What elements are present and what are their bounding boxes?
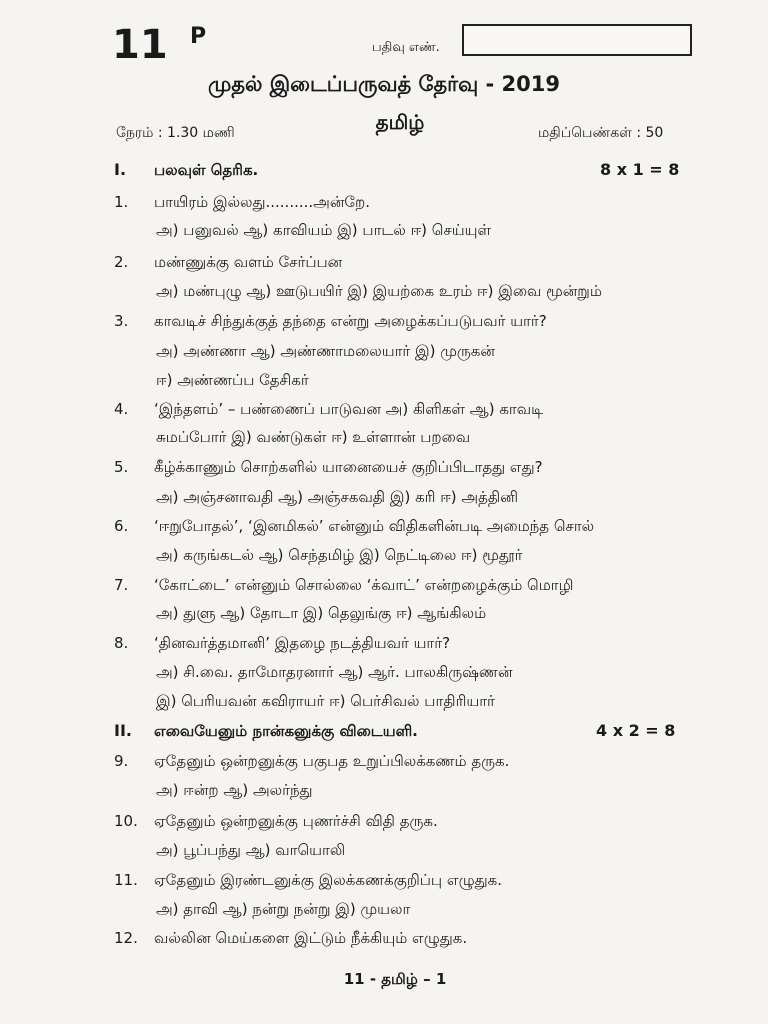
- question-text: ‘ஈறுபோதல்’, ‘இனமிகல்’ என்னும் விதிகளின்படி அமைந்த சொல்: [154, 517, 595, 535]
- class-number: 11: [112, 22, 168, 68]
- question-options: அ) தாவி ஆ) நன்று நன்று இ) முயலா: [156, 900, 411, 918]
- exam-title: முதல் இடைப்பருவத் தேர்வு - 2019: [208, 72, 560, 96]
- question-text: காவடிச் சிந்துக்குத் தந்தை என்று அழைக்கப்படுபவர் யார்?: [154, 312, 547, 330]
- question-number: 10.: [114, 812, 138, 830]
- question-number: 12.: [114, 929, 138, 947]
- question-options: அ) கருங்கடல் ஆ) செந்தமிழ் இ) நெட்டிலை ஈ) மூதூர்: [156, 546, 523, 564]
- section-2-number: II.: [114, 721, 132, 740]
- question-options: அ) பனுவல் ஆ) காவியம் இ) பாடல் ஈ) செய்யுள்: [156, 221, 492, 239]
- question-options: இ) பெரியவன் கவிராயர் ஈ) பெர்சிவல் பாதிரியார்: [156, 692, 495, 710]
- question-text: ஏதேனும் ஒன்றனுக்கு பகுபத உறுப்பிலக்கணம் தருக.: [154, 752, 510, 770]
- question-text: கீழ்க்காணும் சொற்களில் யானையைச் குறிப்பிடாதது எது?: [154, 458, 543, 476]
- question-text: ‘இந்தளம்’ – பண்ணைப் பாடுவன அ) கிளிகள் ஆ) காவடி: [154, 400, 544, 418]
- question-options: சுமப்போர் இ) வண்டுகள் ஈ) உள்ளான் பறவை: [156, 428, 471, 446]
- question-text: ஏதேனும் இரண்டனுக்கு இலக்கணக்குறிப்பு எழுதுக.: [154, 871, 502, 889]
- register-number-box[interactable]: [462, 24, 692, 56]
- subject-title: தமிழ்: [375, 110, 425, 134]
- question-options: அ) ஈன்ற ஆ) அலர்ந்து: [156, 781, 313, 799]
- question-text: பாயிரம் இல்லது..........அன்றே.: [154, 193, 371, 211]
- question-number: 1.: [114, 193, 129, 211]
- question-number: 4.: [114, 400, 129, 418]
- question-number: 5.: [114, 458, 129, 476]
- question-number: 11.: [114, 871, 138, 889]
- exam-time: நேரம் : 1.30 மணி: [116, 125, 235, 141]
- section-1-score: 8 x 1 = 8: [600, 160, 680, 179]
- section-2-score: 4 x 2 = 8: [596, 721, 676, 740]
- class-suffix: P: [190, 24, 207, 49]
- question-number: 8.: [114, 634, 129, 652]
- question-number: 2.: [114, 253, 129, 271]
- question-number: 6.: [114, 517, 129, 535]
- question-options: அ) பூப்பந்து ஆ) வாயொலி: [156, 841, 346, 859]
- question-options: அ) துளு ஆ) தோடா இ) தெலுங்கு ஈ) ஆங்கிலம்: [156, 604, 487, 622]
- question-number: 3.: [114, 312, 129, 330]
- question-options: அ) சி.வை. தாமோதரனார் ஆ) ஆர். பாலகிருஷ்ணன்: [156, 663, 513, 681]
- section-1-title: பலவுள் தெரிக.: [154, 161, 259, 179]
- question-options: ஈ) அண்ணப்ப தேசிகர்: [156, 371, 309, 389]
- register-number-label: பதிவு எண்.: [372, 40, 440, 55]
- question-number: 7.: [114, 576, 129, 594]
- question-options: அ) மண்புழு ஆ) ஊடுபயிர் இ) இயற்கை உரம் ஈ) இவை மூன்றும்: [156, 282, 602, 300]
- page-footer: 11 - தமிழ் – 1: [343, 970, 447, 988]
- question-text: ஏதேனும் ஒன்றனுக்கு புணர்ச்சி விதி தருக.: [154, 812, 438, 830]
- question-text: ‘தினவர்த்தமானி’ இதழை நடத்தியவர் யார்?: [154, 634, 451, 652]
- question-text: மண்ணுக்கு வளம் சேர்ப்பன: [154, 253, 343, 271]
- question-text: வல்லின மெய்களை இட்டும் நீக்கியும் எழுதுக.: [154, 929, 468, 947]
- section-2-title: எவையேனும் நான்கனுக்கு விடையளி.: [154, 722, 418, 740]
- question-number: 9.: [114, 752, 129, 770]
- question-options: அ) அஞ்சனாவதி ஆ) அஞ்சகவதி இ) கரி ஈ) அத்தினி: [156, 488, 519, 506]
- question-options: அ) அண்ணா ஆ) அண்ணாமலையார் இ) முருகன்: [156, 342, 495, 360]
- question-text: ‘கோட்டை’ என்னும் சொல்லை ‘க்வாட்’ என்றழைக்கும் மொழி: [154, 576, 574, 594]
- total-marks: மதிப்பெண்கள் : 50: [538, 125, 664, 141]
- section-1-number: I.: [114, 160, 127, 179]
